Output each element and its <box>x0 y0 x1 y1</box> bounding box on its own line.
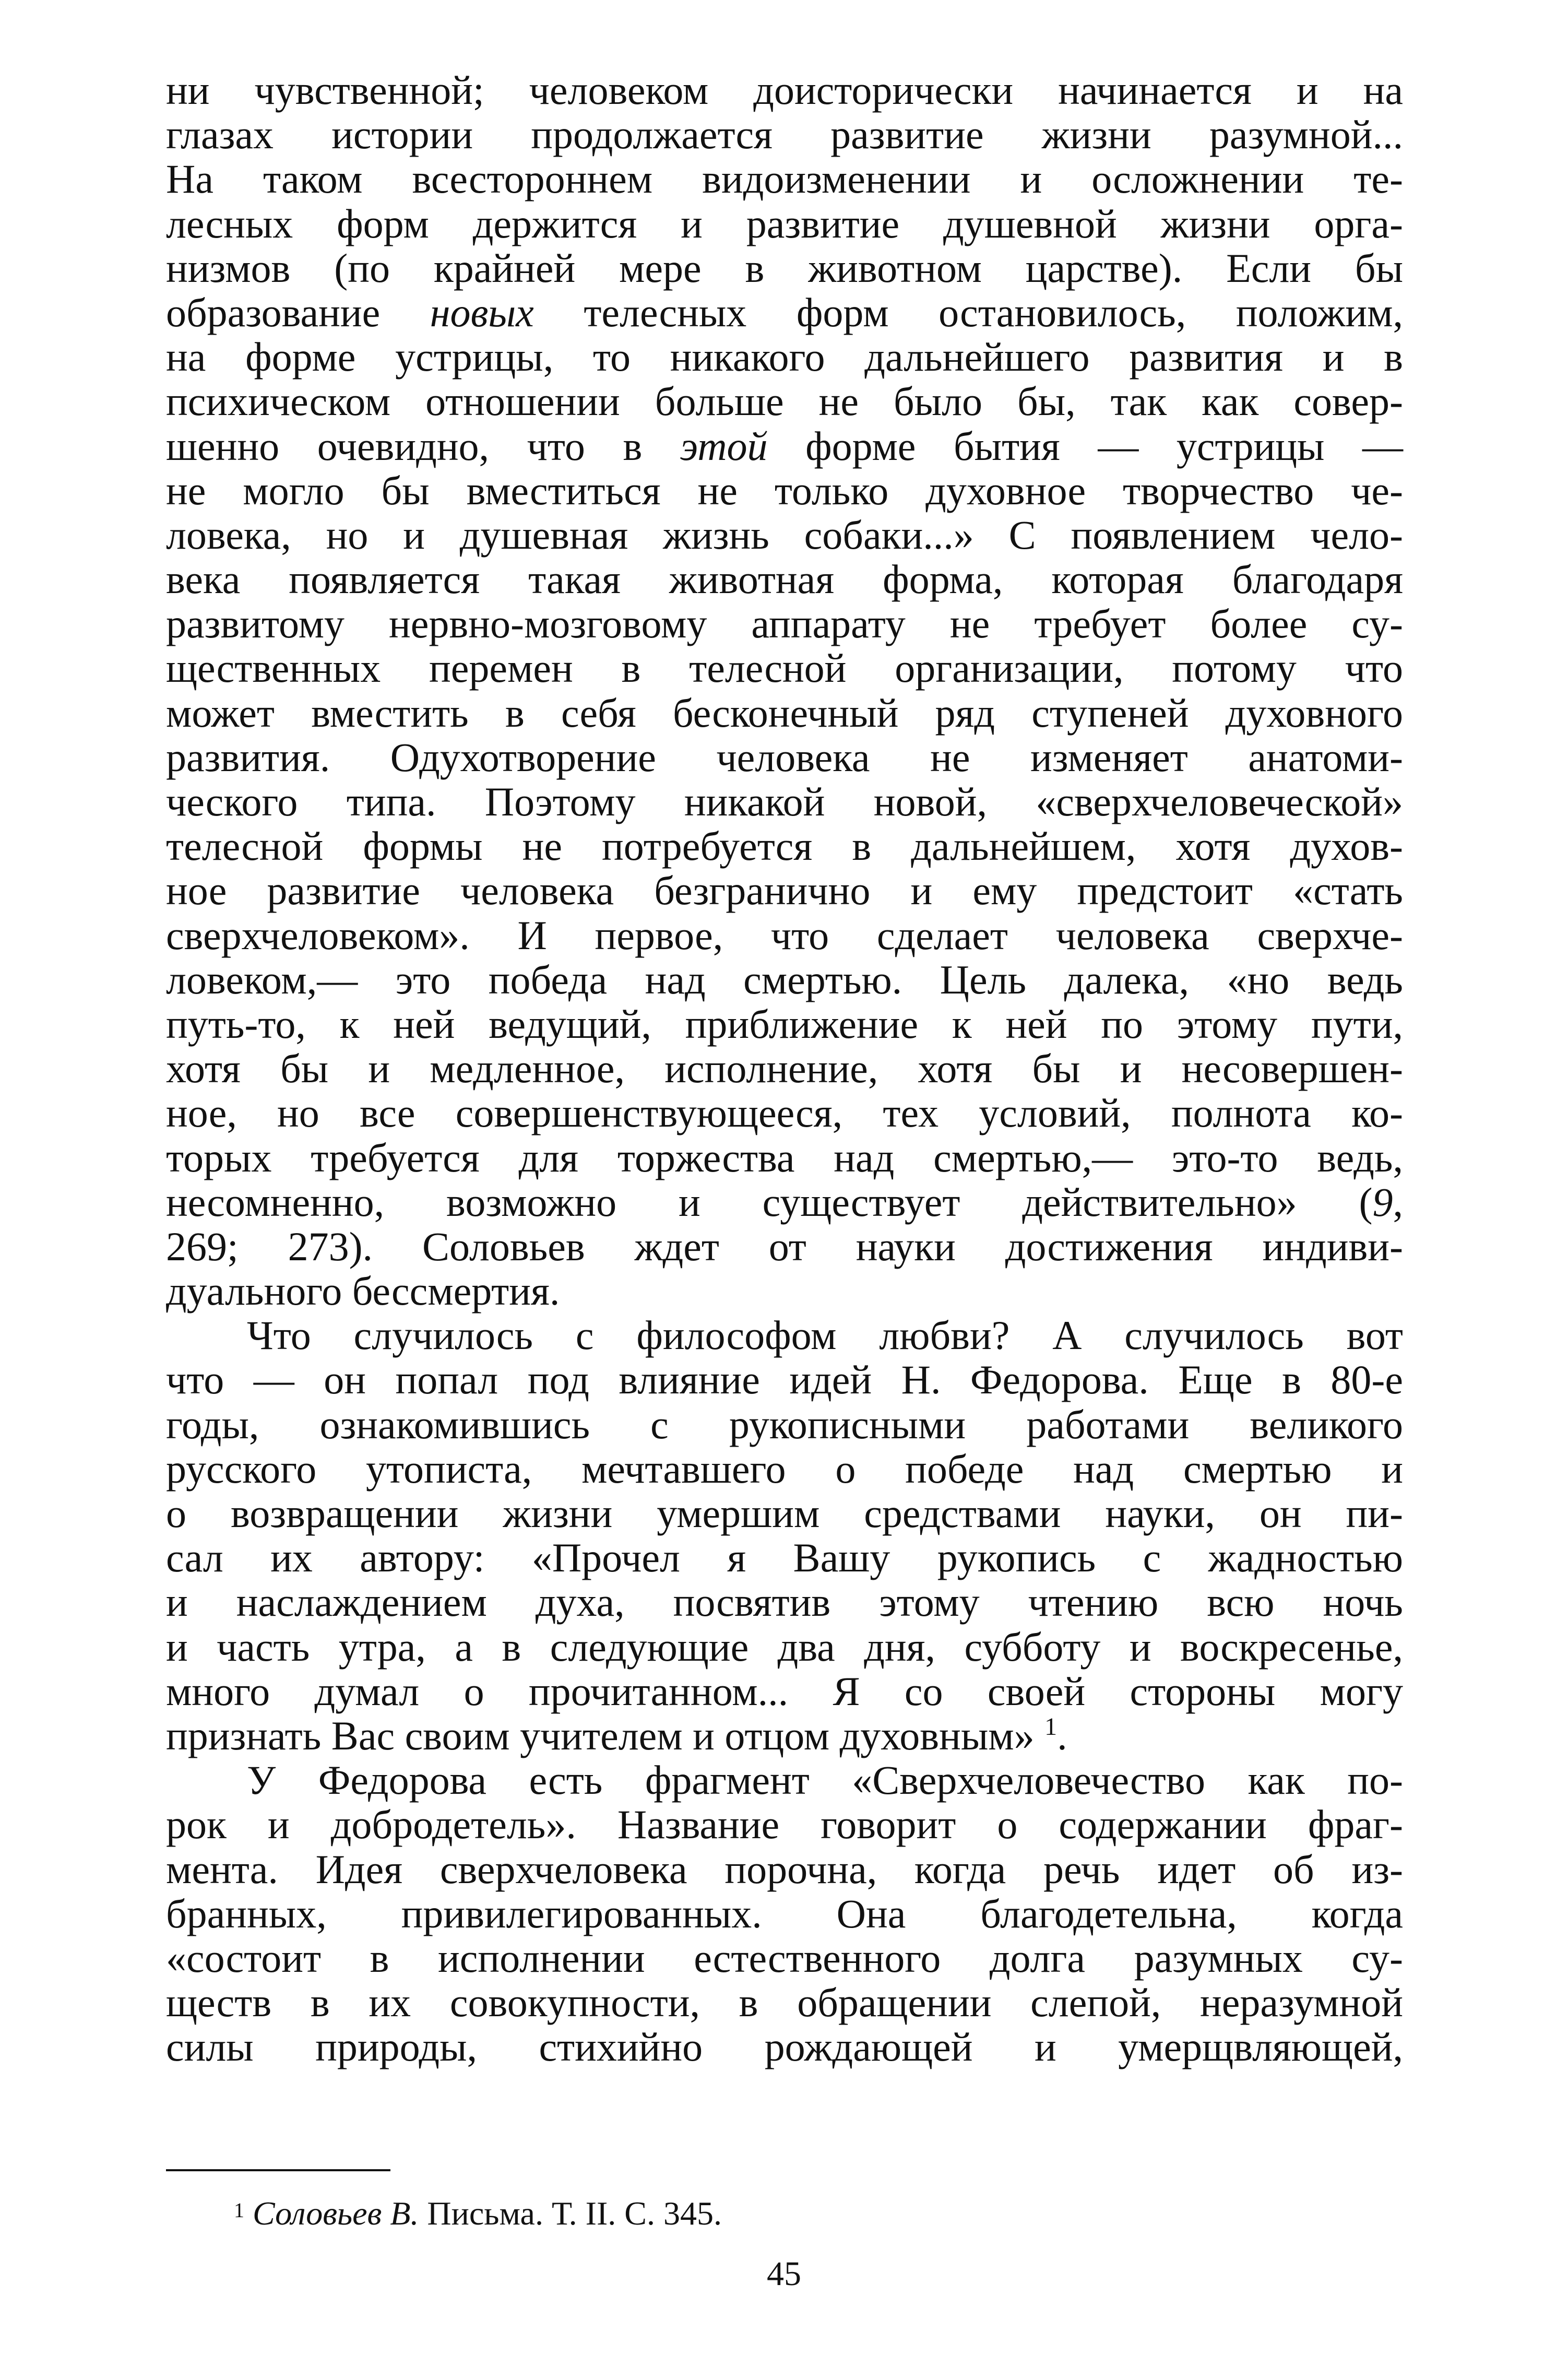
text-line: силы природы, стихийно рождающей и умерщвляющей, <box>166 2024 1403 2070</box>
text-line: годы, ознакомившись с рукописными работами великого <box>166 1401 1403 1447</box>
page-number: 45 <box>767 2255 801 2293</box>
text-line: и наслаждением духа, посвятив этому чтению всю ночь <box>166 1579 1403 1625</box>
text-line: путь-то, к ней ведущий, приближение к ней по этому пути, <box>166 1001 1403 1047</box>
italic-word: новых <box>430 289 534 335</box>
text-line: не могло бы вместиться не только духовное творчество че- <box>166 467 1403 513</box>
text-line: признать Вас своим учителем и отцом духовным» $^1$. <box>166 1712 1067 1758</box>
footnote-reference: 1 <box>1044 1712 1058 1741</box>
text-line: о возвращении жизни умершим средствами науки, он пи- <box>166 1490 1403 1536</box>
italic-number: 9 <box>1372 1179 1393 1225</box>
text-line: ловеком,— это победа над смертью. Цель далека, «но ведь <box>166 956 1403 1002</box>
text-line: сал их автору: «Прочел я Вашу рукопись с жадностью <box>166 1535 1403 1581</box>
footnote <box>234 2193 722 2234</box>
text-line: телесной формы не потребуется в дальнейшем, хотя духов- <box>166 823 1403 869</box>
paragraph-start-line: Что случилось с философом любви? А случилось вот <box>247 1312 1403 1358</box>
text-line: торых требуется для торжества над смертью,— это-то ведь, <box>166 1134 1403 1180</box>
text-line: может вместить в себя бесконечный ряд ступеней духовного <box>166 690 1403 736</box>
text-line: образование новых телесных форм остановилось, положим, <box>166 289 1404 335</box>
text-line: ное развитие человека безгранично и ему предстоит «стать <box>166 868 1403 914</box>
text-line: и часть утра, а в следующие два дня, субботу и воскресенье, <box>166 1624 1403 1670</box>
page-body <box>166 68 1403 2069</box>
text-line: русского утописта, мечтавшего о победе над смертью и <box>166 1446 1403 1492</box>
text-line: ни чувственной; человеком доисторически начинается и на <box>166 67 1403 113</box>
text-line: рок и добродетель». Название говорит о содержании фраг- <box>166 1802 1403 1848</box>
footnote-author: Соловьев В. <box>253 2195 419 2232</box>
text-line: 269; 273). Соловьев ждет от науки достижения индиви- <box>166 1223 1403 1269</box>
text-line: глазах истории продолжается развитие жизни разумной... <box>166 112 1403 158</box>
footnote-text: Письма. Т. II. С. 345. <box>419 2195 722 2232</box>
text-line: дуального бессмертия. <box>166 1268 560 1314</box>
text-line: бранных, привилегированных. Она благодетельна, когда <box>166 1890 1403 1936</box>
text-line: ловека, но и душевная жизнь собаки...» С появлением чело- <box>166 512 1403 558</box>
text-line: «состоит в исполнении естественного долга разумных су- <box>166 1935 1403 1981</box>
paragraph-start-line: У Федорова есть фрагмент «Сверхчеловечество как по- <box>247 1757 1403 1803</box>
footnote-marker: 1 <box>234 2198 244 2222</box>
text-line: ществ в их совокупности, в обращении слепой, неразумной <box>166 1980 1403 2026</box>
text-line: На таком всестороннем видоизменении и осложнении те- <box>166 156 1403 202</box>
footnote-divider <box>166 2169 390 2171</box>
text-line: что — он попал под влияние идей Н. Федорова. Еще в 80-е <box>166 1357 1403 1403</box>
text-line: лесных форм держится и развитие душевной жизни орга- <box>166 200 1403 246</box>
text-line: ное, но все совершенствующееся, тех условий, полнота ко- <box>166 1090 1403 1136</box>
text-line: мента. Идея сверхчеловека порочна, когда речь идет об из- <box>166 1846 1403 1892</box>
text-line: много думал о прочитанном... Я со своей стороны могу <box>166 1668 1403 1714</box>
text-line: несомненно, возможно и существует действительно» (9, <box>166 1179 1403 1225</box>
text-line: низмов (по крайней мере в животном царстве). Если бы <box>166 245 1403 291</box>
text-line: развитому нервно-мозговому аппарату не требует более су- <box>166 601 1403 647</box>
text-line: шенно очевидно, что в этой форме бытия — устрицы — <box>166 423 1403 469</box>
text-line: сверхчеловеком». И первое, что сделает человека сверхче- <box>166 912 1403 958</box>
text-line: века появляется такая животная форма, которая благодаря <box>166 557 1403 602</box>
text-line: щественных перемен в телесной организации, потому что <box>166 645 1403 691</box>
text-line: хотя бы и медленное, исполнение, хотя бы и несовершен- <box>166 1046 1403 1092</box>
text-line: развития. Одухотворение человека не изменяет анатоми- <box>166 734 1403 780</box>
text-line: ческого типа. Поэтому никакой новой, «сверхчеловеческой» <box>166 779 1403 824</box>
text-line: на форме устрицы, то никакого дальнейшего развития и в <box>166 334 1403 380</box>
italic-word: этой <box>680 423 768 469</box>
text-line: психическом отношении больше не было бы, так как совер- <box>166 378 1403 424</box>
